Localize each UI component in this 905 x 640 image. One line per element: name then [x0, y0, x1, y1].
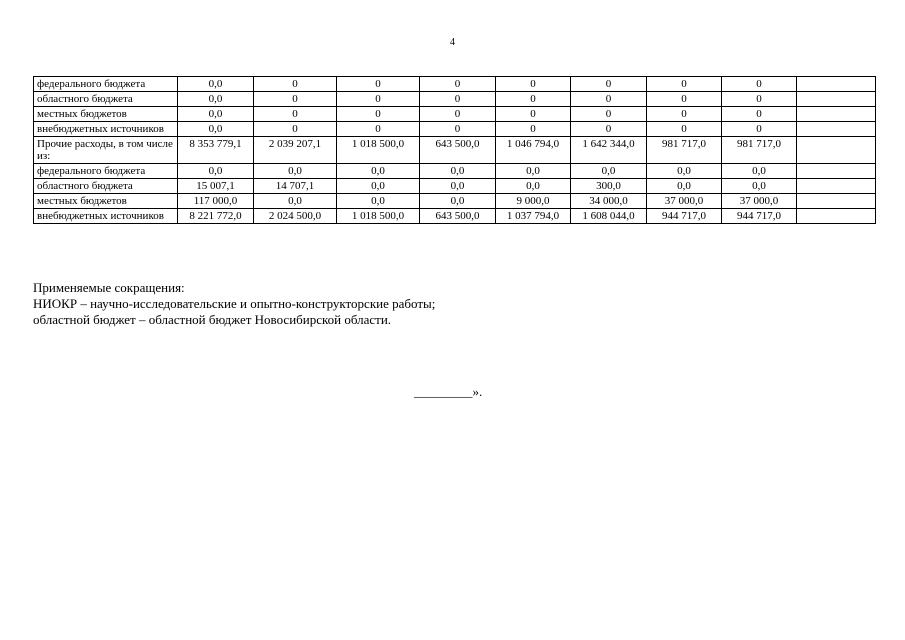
table-cell: 0,0 [571, 164, 647, 179]
table-cell: 944 717,0 [722, 209, 797, 224]
table-cell: 8 221 772,0 [178, 209, 254, 224]
table-cell: 981 717,0 [722, 137, 797, 164]
table-cell [797, 122, 876, 137]
table-cell: 0,0 [178, 92, 254, 107]
table-row [34, 107, 876, 122]
table-cell: 0,0 [178, 77, 254, 92]
table-cell: 0 [571, 122, 647, 137]
table-cell: 0,0 [420, 179, 496, 194]
table-cell: 0 [496, 122, 571, 137]
table-cell: 0,0 [420, 194, 496, 209]
table-cell: 2 024 500,0 [254, 209, 337, 224]
table-row [34, 209, 876, 224]
table-cell [797, 209, 876, 224]
table-cell: 9 000,0 [496, 194, 571, 209]
table-cell: 981 717,0 [647, 137, 722, 164]
row-label: федерального бюджета [34, 77, 178, 92]
table-cell: 0,0 [178, 107, 254, 122]
table-cell: 0,0 [337, 194, 420, 209]
table-cell [797, 194, 876, 209]
table-cell: 8 353 779,1 [178, 137, 254, 164]
table-cell: 37 000,0 [722, 194, 797, 209]
table-cell [797, 107, 876, 122]
row-label: местных бюджетов [34, 107, 178, 122]
table-cell: 0 [722, 77, 797, 92]
table-cell: 0 [496, 92, 571, 107]
table-cell: 0 [496, 77, 571, 92]
table-cell: 117 000,0 [178, 194, 254, 209]
row-label: внебюджетных источников [34, 122, 178, 137]
table-cell: 0 [571, 107, 647, 122]
row-label: областного бюджета [34, 92, 178, 107]
table-cell: 0,0 [178, 122, 254, 137]
table-cell: 0,0 [496, 179, 571, 194]
table-cell: 0 [254, 122, 337, 137]
table-cell: 37 000,0 [647, 194, 722, 209]
notes-line-regional-budget: областной бюджет – областной бюджет Новосибирской области. [33, 312, 392, 327]
table-cell: 15 007,1 [178, 179, 254, 194]
table-cell: 1 642 344,0 [571, 137, 647, 164]
table-cell: 0,0 [496, 164, 571, 179]
table-cell: 300,0 [571, 179, 647, 194]
table-cell: 0,0 [337, 164, 420, 179]
table-row [34, 92, 876, 107]
table-cell: 0 [722, 122, 797, 137]
row-label: внебюджетных источников [34, 209, 178, 224]
table-cell: 1 018 500,0 [337, 137, 420, 164]
table-cell: 0 [254, 107, 337, 122]
table-row [34, 137, 876, 164]
table-cell: 0,0 [722, 179, 797, 194]
table-body [34, 77, 876, 224]
table-cell: 0 [722, 92, 797, 107]
table-cell: 0 [496, 107, 571, 122]
table-cell: 0 [254, 77, 337, 92]
row-label: Прочие расходы, в том числе из: [34, 137, 178, 164]
table-cell: 0 [722, 107, 797, 122]
row-label: федерального бюджета [34, 164, 178, 179]
table-row [34, 122, 876, 137]
table-cell [797, 137, 876, 164]
table-cell: 0,0 [722, 164, 797, 179]
closing-mark: _________». [414, 384, 483, 399]
table-cell: 0,0 [178, 164, 254, 179]
table-cell: 1 046 794,0 [496, 137, 571, 164]
table-cell: 0,0 [647, 179, 722, 194]
table-cell: 0 [254, 92, 337, 107]
budget-table [33, 76, 876, 224]
table-cell: 0,0 [420, 164, 496, 179]
table-cell [797, 164, 876, 179]
table-row [34, 164, 876, 179]
table-row [34, 194, 876, 209]
table-cell: 0 [420, 122, 496, 137]
table-cell: 0 [337, 107, 420, 122]
table-row [34, 179, 876, 194]
table-cell: 34 000,0 [571, 194, 647, 209]
table-cell: 1 018 500,0 [337, 209, 420, 224]
table-cell: 0 [420, 107, 496, 122]
table-cell [797, 77, 876, 92]
table-cell: 0,0 [254, 194, 337, 209]
table-cell: 944 717,0 [647, 209, 722, 224]
page-number: 4 [450, 37, 455, 48]
notes-line-niokr: НИОКР – научно-исследовательские и опытно-конструкторские работы; [33, 296, 436, 311]
table-cell: 643 500,0 [420, 137, 496, 164]
table-cell: 14 707,1 [254, 179, 337, 194]
row-label: областного бюджета [34, 179, 178, 194]
row-label: местных бюджетов [34, 194, 178, 209]
table-cell: 643 500,0 [420, 209, 496, 224]
table-cell: 0 [337, 77, 420, 92]
table-cell: 0,0 [647, 164, 722, 179]
table-cell: 1 608 044,0 [571, 209, 647, 224]
table-cell: 0 [647, 92, 722, 107]
table-cell: 2 039 207,1 [254, 137, 337, 164]
table-cell: 0 [337, 92, 420, 107]
table-cell: 1 037 794,0 [496, 209, 571, 224]
table-row [34, 77, 876, 92]
table-cell: 0 [571, 77, 647, 92]
table-cell: 0 [337, 122, 420, 137]
table-cell: 0 [420, 77, 496, 92]
notes-heading: Применяемые сокращения: [33, 280, 185, 295]
table-cell [797, 92, 876, 107]
table-cell: 0 [571, 92, 647, 107]
table-cell: 0 [647, 122, 722, 137]
table-cell: 0 [420, 92, 496, 107]
table-cell [797, 179, 876, 194]
table-cell: 0,0 [337, 179, 420, 194]
table-cell: 0,0 [254, 164, 337, 179]
abbreviations-notes [33, 280, 435, 328]
table-cell: 0 [647, 77, 722, 92]
table-cell: 0 [647, 107, 722, 122]
